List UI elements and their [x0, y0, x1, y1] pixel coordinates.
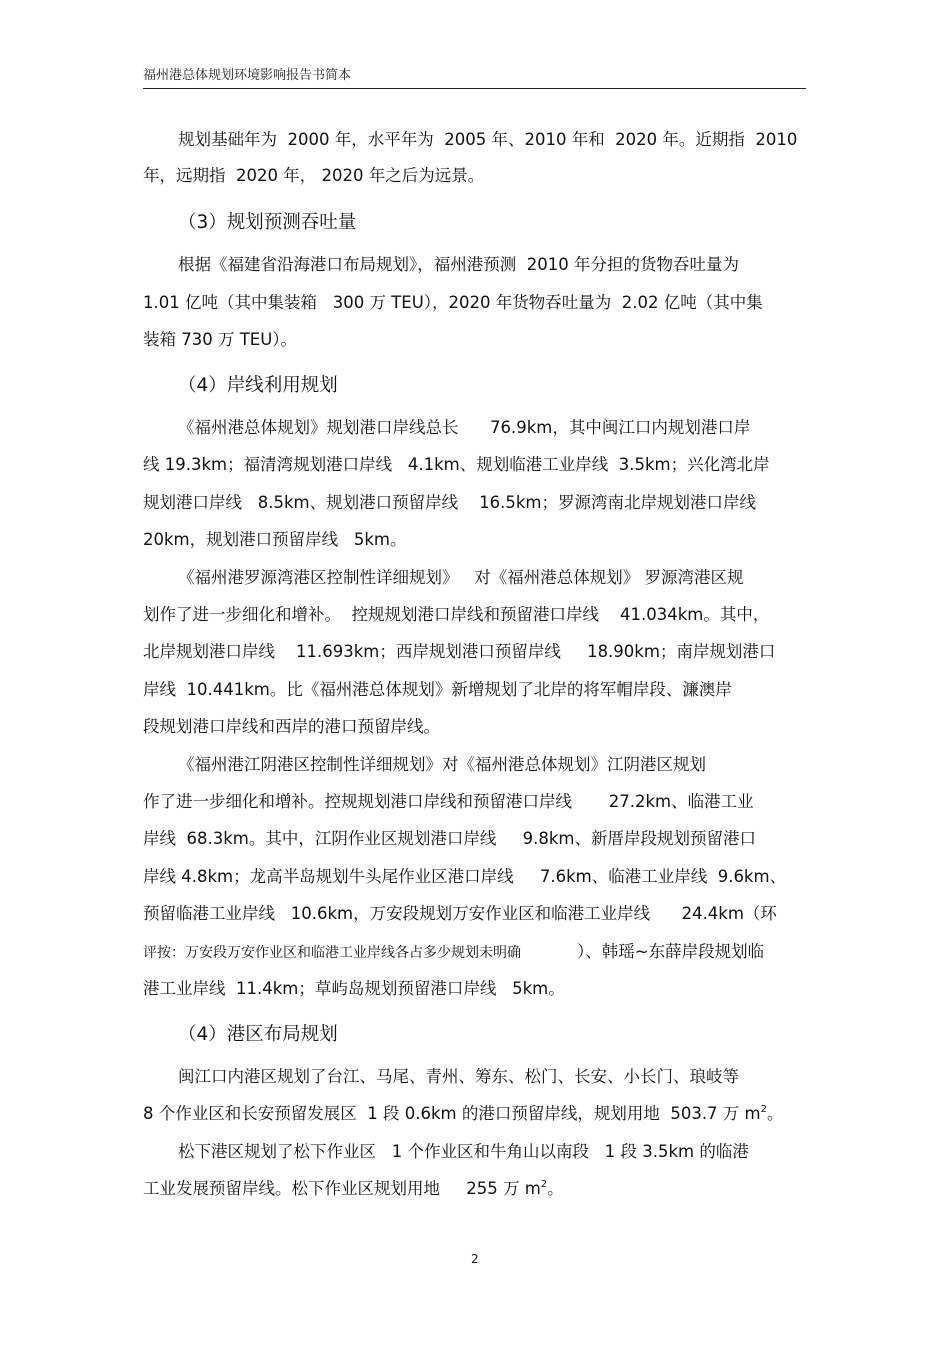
header-title: 福州港总体规划环境影响报告书简本 — [143, 68, 352, 83]
paragraph-line: 装箱 730 万 TEU）。 — [143, 330, 298, 349]
paragraph-line — [143, 1100, 784, 1124]
paragraph-line-text: 8 个作业区和长安预留发展区 1 段 0.6km 的港口预留岸线，规划用地 503.7 万 m — [143, 1104, 761, 1123]
paragraph-line: 岸线 68.3km。其中，江阴作业区规划港口岸线 9.8km、新厝岸段规划预留港口 — [143, 829, 756, 848]
paragraph-line: 《福州港总体规划》规划港口岸线总长 76.9km，其中闽江口内规划港口岸 — [178, 418, 751, 437]
paragraph-line — [143, 938, 764, 962]
assessment-note: 评按：万安段万安作业区和临港工业岸线各占多少规划未明确 — [143, 945, 521, 961]
paragraph-line: 作了进一步细化和增补。控规规划港口岸线和预留港口岸线 27.2km、临港工业 — [143, 792, 754, 811]
paragraph-line: 规划港口岸线 8.5km、规划港口预留岸线 16.5km；罗源湾南北岸规划港口岸线 — [143, 493, 756, 512]
paragraph-line: 预留临港工业岸线 10.6km，万安段规划万安作业区和临港工业岸线 24.4km（环 — [143, 904, 777, 923]
page-number: 2 — [471, 1252, 479, 1266]
paragraph-line-text: 工业发展预留岸线。松下作业区规划用地 255 万 m — [143, 1179, 541, 1198]
paragraph-line: 松下港区规划了松下作业区 1 个作业区和牛角山以南段 1 段 3.5km 的临港 — [178, 1142, 749, 1161]
superscript: 2 — [760, 1104, 767, 1115]
superscript: 2 — [540, 1179, 548, 1190]
paragraph-line: 港工业岸线 11.4km；草屿岛规划预留港口岸线 5km。 — [143, 979, 565, 998]
section-heading: （4）港区布局规划 — [178, 1024, 338, 1045]
paragraph-line: 闽江口内港区规划了台江、马尾、青州、筹东、松门、长安、小长门、琅岐等 — [178, 1067, 739, 1086]
section-heading: （4）岸线利用规划 — [178, 375, 338, 396]
paragraph-line: 1.01 亿吨（其中集装箱 300 万 TEU），2020 年货物吞吐量为 2.02 亿吨（其中集 — [143, 293, 763, 312]
paragraph-line: 北岸规划港口岸线 11.693km；西岸规划港口预留岸线 18.90km；南岸规划港口 — [143, 642, 776, 661]
paragraph-line — [143, 1175, 564, 1199]
paragraph-line: 20km，规划港口预留岸线 5km。 — [143, 530, 407, 549]
paragraph-line: 《福州港江阴港区控制性详细规划》对《福州港总体规划》江阴港区规划 — [178, 755, 706, 774]
paragraph-line: 年，远期指 2020 年， 2020 年之后为远景。 — [143, 166, 485, 185]
paragraph-line: 岸线 4.8km；龙高半岛规划牛头尾作业区港口岸线 7.6km、临港工业岸线 9.6km、 — [143, 867, 787, 886]
paragraph-line-end: 。 — [767, 1104, 784, 1123]
paragraph-line: 《福州港罗源湾港区控制性详细规划》 对《福州港总体规划》 罗源湾港区规 — [178, 568, 744, 587]
paragraph-line: 规划基础年为 2000 年，水平年为 2005 年、2010 年和 2020 年。近期指 2010 — [178, 130, 798, 149]
section-heading: （3）规划预测吞吐量 — [178, 212, 357, 233]
paragraph-line-end: 。 — [547, 1179, 564, 1198]
header-divider — [143, 88, 806, 89]
paragraph-line: 划作了进一步细化和增补。 控规规划港口岸线和预留港口岸线 41.034km。其中， — [143, 605, 770, 624]
paragraph-line-tail: ）、韩瑶~东薛岸段规划临 — [577, 942, 765, 961]
paragraph-line: 段规划港口岸线和西岸的港口预留岸线。 — [143, 717, 440, 736]
paragraph-line: 岸线 10.441km。比《福州港总体规划》新增规划了北岸的将军帽岸段、濂澳岸 — [143, 680, 732, 699]
paragraph-line: 线 19.3km；福清湾规划港口岸线 4.1km、规划临港工业岸线 3.5km；兴化湾北岸 — [143, 455, 770, 474]
paragraph-line: 根据《福建省沿海港口布局规划》，福州港预测 2010 年分担的货物吞吐量为 — [178, 255, 739, 274]
